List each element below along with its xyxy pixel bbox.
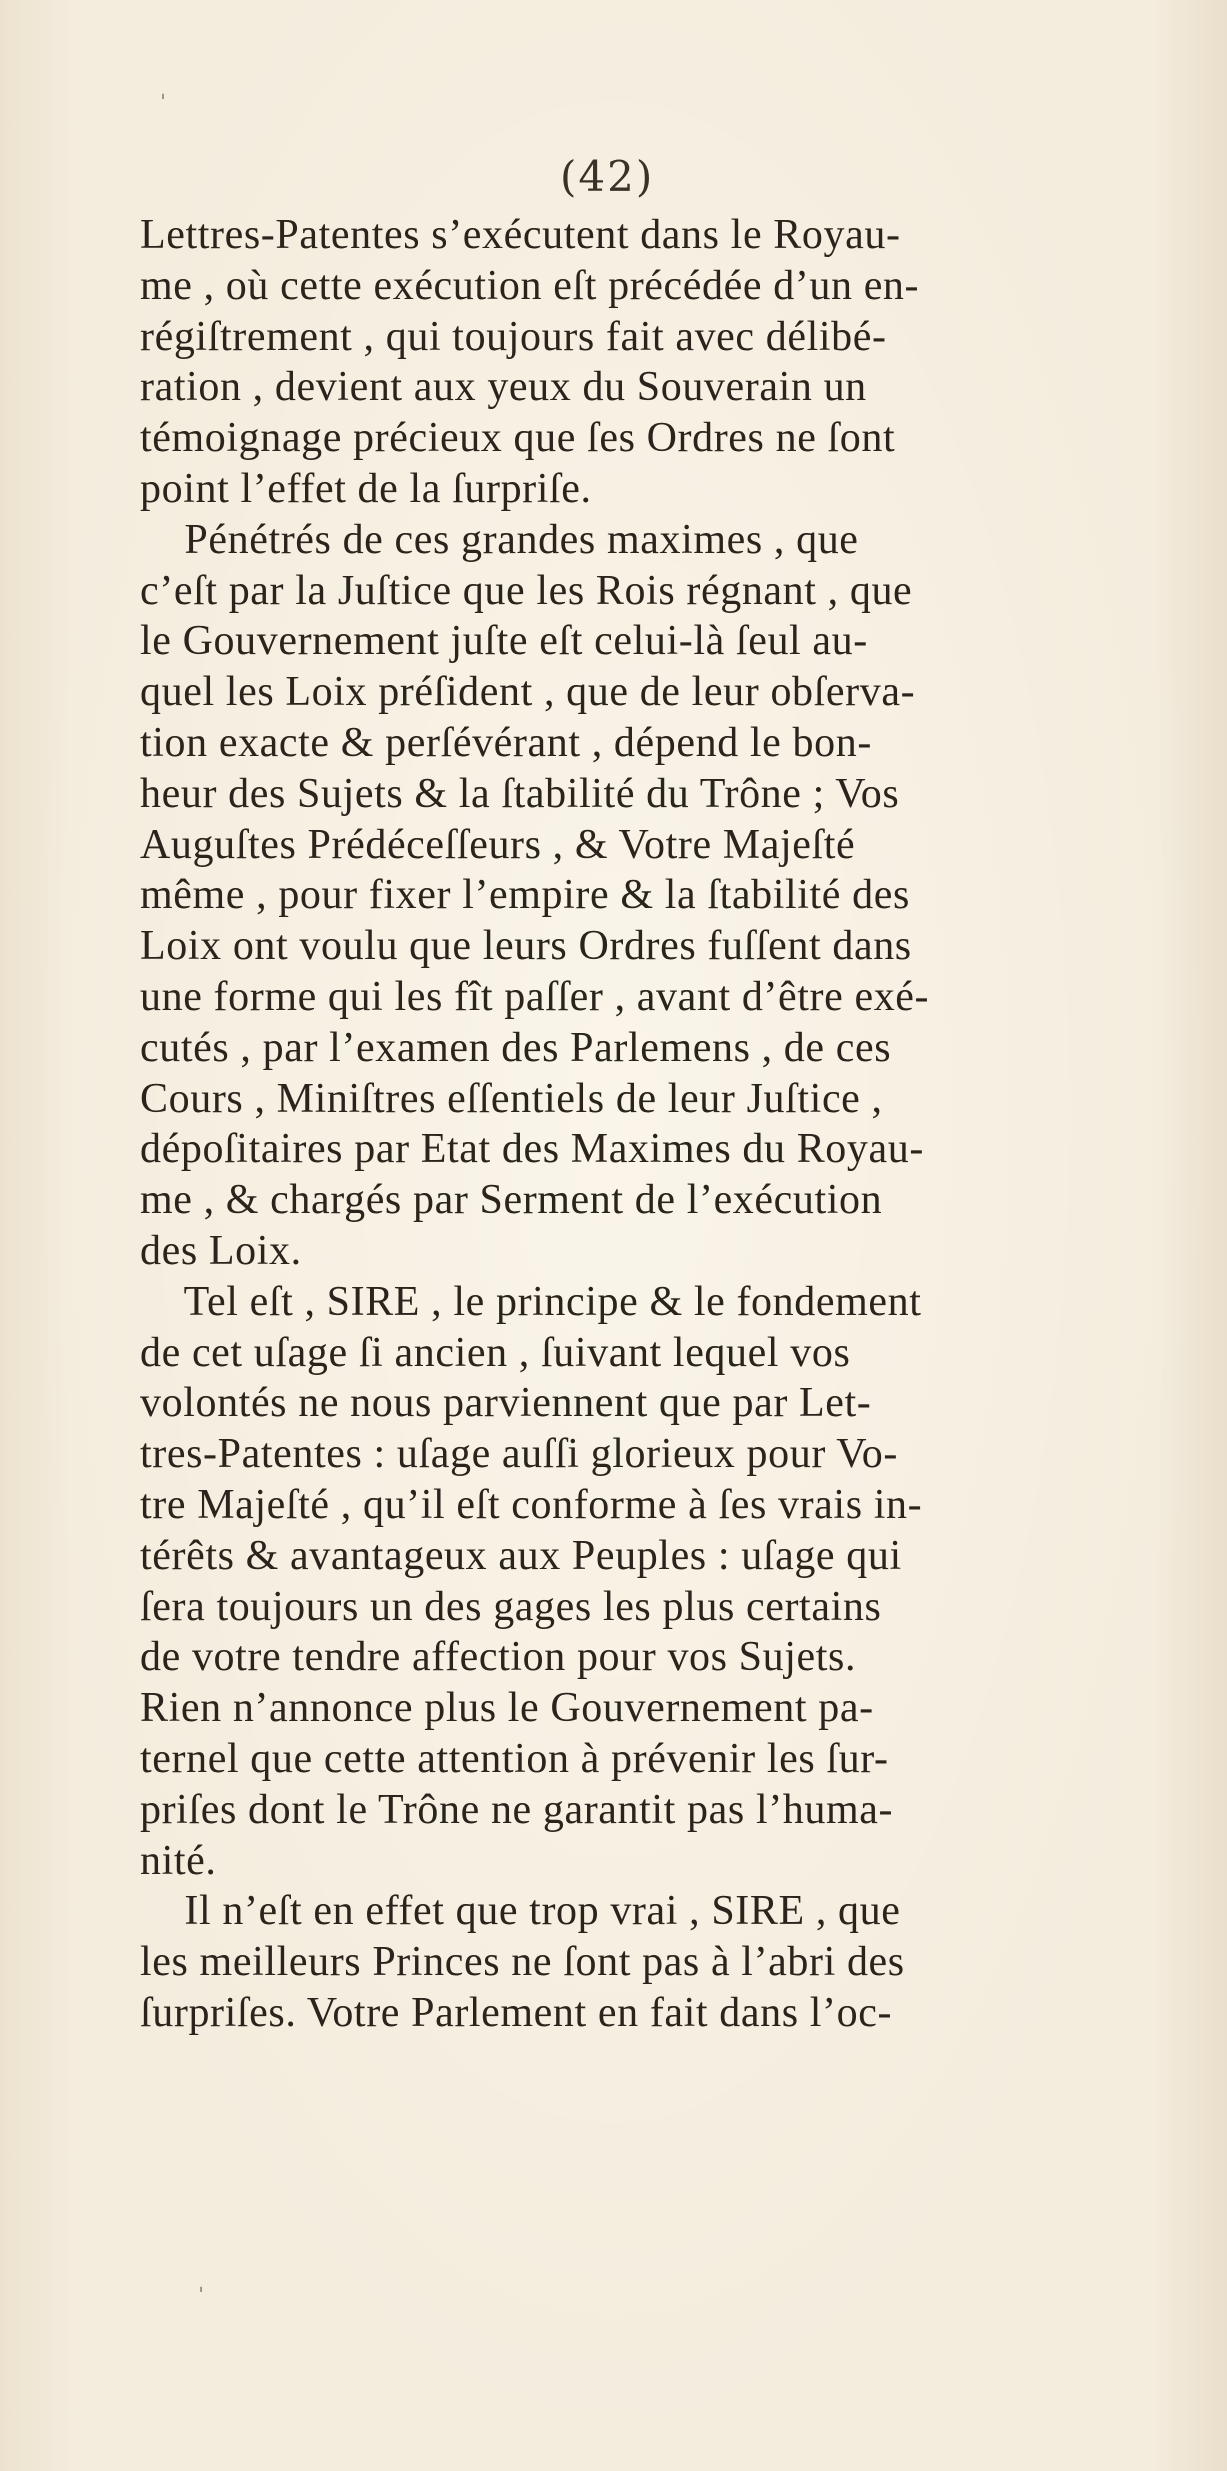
text-line: même , pour fixer l’empire & la ſtabilité des	[140, 872, 910, 919]
body-text	[140, 210, 1160, 2039]
text-line: dépoſitaires par Etat des Maximes du Royau-	[140, 1126, 924, 1173]
text-line: point l’effet de la ſurpriſe.	[140, 465, 592, 512]
text-line: Rien n’annonce plus le Gouvernement pa-	[140, 1685, 874, 1732]
ink-speck-mark: ˌ	[198, 2270, 205, 2295]
text-line: Loix ont voulu que leurs Ordres fuſſent dans	[140, 923, 912, 970]
text-line: de votre tendre affection pour vos Sujets.	[140, 1634, 857, 1681]
text-line: tres-Patentes : uſage auſſi glorieux pour Vo-	[140, 1431, 898, 1478]
text-line: les meilleurs Princes ne ſont pas à l’abri des	[140, 1939, 905, 1986]
text-line: Auguſtes Prédéceſſeurs , & Votre Majeſté	[140, 821, 856, 868]
text-line: cutés , par l’examen des Parlemens , de ces	[140, 1024, 892, 1071]
text-line: me , où cette exécution eſt précédée d’un en-	[140, 262, 920, 309]
text-line: volontés ne nous parviennent que par Let-	[140, 1380, 872, 1427]
text-line: heur des Sujets & la ſtabilité du Trône ; Vos	[140, 770, 900, 817]
text-line: de cet uſage ſi ancien , ſuivant lequel vos	[140, 1329, 851, 1376]
ink-speck-mark: ˈ	[160, 92, 167, 117]
text-line: Tel eſt , SIRE , le principe & le fondement	[140, 1278, 922, 1325]
page-number: (42)	[560, 152, 655, 201]
text-line: ternel que cette attention à prévenir les ſur-	[140, 1735, 889, 1782]
text-line: Pénétrés de ces grandes maximes , que	[140, 516, 859, 563]
text-line: Cours , Miniſtres eſſentiels de leur Juſtice ,	[140, 1075, 883, 1122]
text-line: quel les Loix préſident , que de leur obſerva-	[140, 669, 916, 716]
text-line: régiſtrement , qui toujours fait avec délibé-	[140, 313, 887, 360]
text-line: tre Majeſté , qu’il eſt conforme à ſes vrais in-	[140, 1481, 923, 1528]
text-line: nité.	[140, 1837, 217, 1884]
text-line: le Gouvernement juſte eſt celui-là ſeul au-	[140, 618, 868, 665]
text-line: ſurpriſes. Votre Parlement en fait dans l’oc-	[140, 1989, 893, 2036]
text-line: témoignage précieux que ſes Ordres ne ſont	[140, 415, 896, 462]
text-line: priſes dont le Trône ne garantit pas l’huma-	[140, 1786, 894, 1833]
text-line: une forme qui les fît paſſer , avant d’être exé-	[140, 973, 930, 1020]
text-line: tion exacte & perſévérant , dépend le bon-	[140, 719, 872, 766]
text-line: térêts & avantageux aux Peuples : uſage qui	[140, 1532, 902, 1579]
text-line: ration , devient aux yeux du Souverain un	[140, 364, 867, 411]
text-line: des Loix.	[140, 1227, 302, 1274]
text-line: ſera toujours un des gages les plus certains	[140, 1583, 882, 1630]
text-line: me , & chargés par Serment de l’exécution	[140, 1177, 883, 1224]
text-line: Il n’eſt en effet que trop vrai , SIRE , que	[140, 1888, 901, 1935]
text-line: c’eſt par la Juſtice que les Rois régnant , que	[140, 567, 913, 614]
text-line: Lettres-Patentes s’exécutent dans le Royau-	[140, 212, 901, 258]
